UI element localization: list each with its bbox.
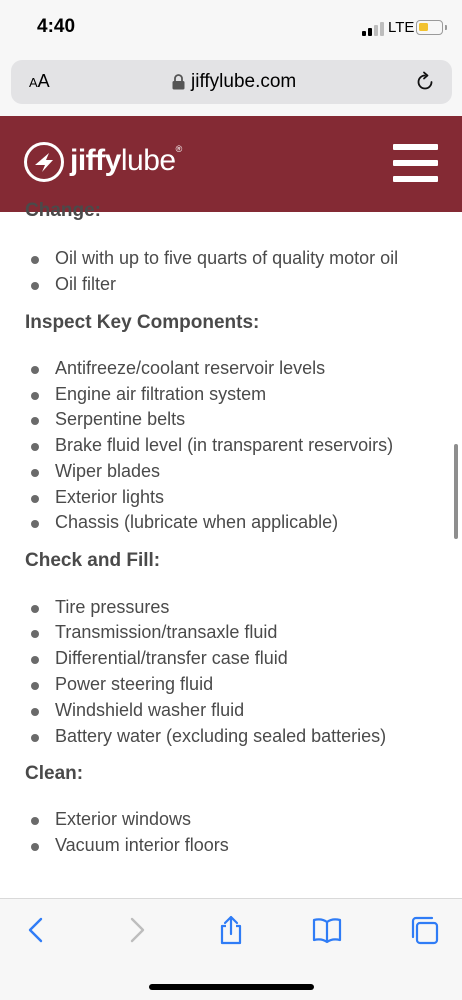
list-item: Tire pressures <box>55 597 169 618</box>
list-item: Brake fluid level (in transparent reservoirs) <box>55 435 393 456</box>
list-item: Windshield washer fluid <box>55 700 244 721</box>
list-item: Battery water (excluding sealed batteries) <box>55 726 386 747</box>
scroll-indicator[interactable] <box>454 444 458 539</box>
forward-icon[interactable] <box>121 915 151 945</box>
list-item: Vacuum interior floors <box>55 835 229 856</box>
list-item: Transmission/transaxle fluid <box>55 622 277 643</box>
list-item: Chassis (lubricate when applicable) <box>55 512 338 533</box>
site-header <box>0 116 462 212</box>
address-bar-container <box>0 56 462 116</box>
bookmarks-icon[interactable] <box>312 915 342 945</box>
reader-settings-button[interactable]: AA <box>29 71 50 91</box>
lock-icon <box>172 74 185 90</box>
status-bar <box>0 0 462 56</box>
battery-icon <box>416 20 443 35</box>
reload-icon[interactable] <box>414 71 436 93</box>
list-item: Power steering fluid <box>55 674 213 695</box>
hamburger-menu-icon[interactable] <box>393 144 438 182</box>
home-indicator[interactable] <box>149 984 314 990</box>
tabs-icon[interactable] <box>410 915 440 945</box>
list-item: Serpentine belts <box>55 409 185 430</box>
carrier-label: LTE <box>388 19 415 36</box>
list-item: Exterior lights <box>55 487 164 508</box>
jiffy-lube-logo[interactable] <box>24 140 204 184</box>
signal-icon <box>362 22 384 36</box>
section-heading-change: Change: <box>25 200 101 221</box>
section-heading-inspect: Inspect Key Components: <box>25 312 260 333</box>
share-icon[interactable] <box>216 915 246 945</box>
logo-text: jiffylube® <box>70 144 182 177</box>
section-heading-check-fill: Check and Fill: <box>25 550 161 571</box>
back-icon[interactable] <box>22 915 52 945</box>
url-text[interactable]: jiffylube.com <box>191 71 297 92</box>
section-heading-clean: Clean: <box>25 763 84 784</box>
list-item: Engine air filtration system <box>55 384 266 405</box>
list-item: Oil with up to five quarts of quality motor oil <box>55 248 398 269</box>
status-time: 4:40 <box>37 16 76 37</box>
list-item: Differential/transfer case fluid <box>55 648 288 669</box>
battery-cap <box>445 25 447 30</box>
address-bar[interactable] <box>11 60 452 104</box>
services-content <box>0 200 462 898</box>
list-item: Oil filter <box>55 274 116 295</box>
logo-mark-icon <box>24 142 64 182</box>
list-item: Wiper blades <box>55 461 160 482</box>
list-item: Antifreeze/coolant reservoir levels <box>55 358 325 379</box>
list-item: Exterior windows <box>55 809 191 830</box>
